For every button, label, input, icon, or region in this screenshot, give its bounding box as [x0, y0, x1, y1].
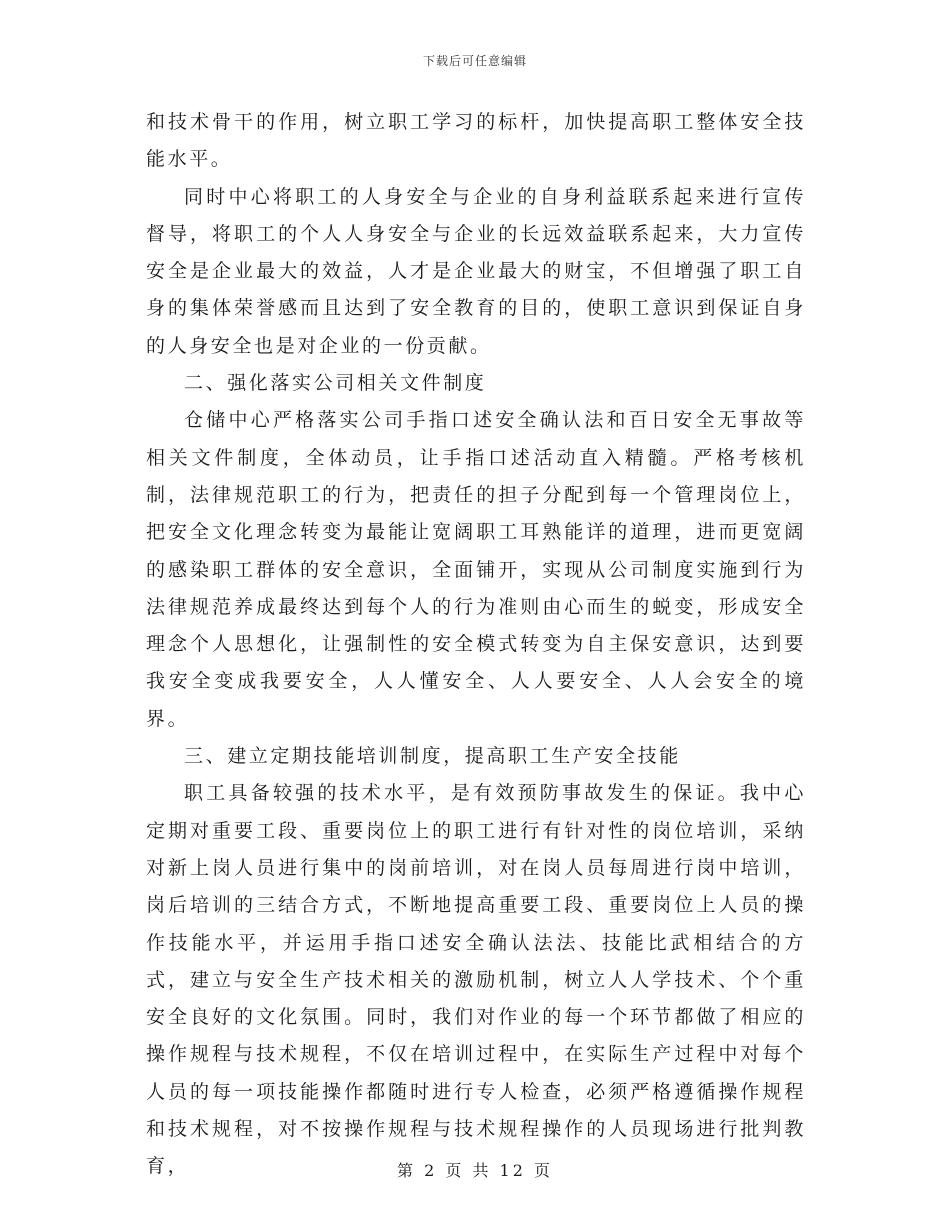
- paragraph-safety-publicity: 同时中心将职工的人身安全与企业的自身利益联系起来进行宣传督导，将职工的个人人身安全与企业的长远效益联系起来，大力宣传安全是企业最大的效益，人才是企业最大的财宝，不但增强了职工自身的集体荣誉感而且达到了安全教育的目的，使职工意识到保证自身的人身安全也是对企业的一份贡献。: [146, 185, 806, 357]
- paragraph-continuation: 和技术骨干的作用，树立职工学习的标杆，加快提高职工整体安全技能水平。: [146, 111, 806, 171]
- page-number: 第 2 页 共 12 页: [397, 1161, 553, 1180]
- section-heading-2: 二、强化落实公司相关文件制度: [184, 372, 487, 395]
- paragraph-policy-implementation: 仓储中心严格落实公司手指口述安全确认法和百日安全无事故等相关文件制度，全体动员，让手指口述活动直入精髓。严格考核机制，法律规范职工的行为，把责任的担子分配到每一个管理岗位上，把安全文化理念转变为最能让宽阔职工耳熟能详的道理，进而更宽阔的感染职工群体的安全意识，全面铺开，实现从公司制度实施到行为法律规范养成最终达到每个人的行为准则由心而生的蜕变，形成安全理念个人思想化，让强制性的安全模式转变为自主保安意识，达到要我安全变成我要安全，人人懂安全、人人要安全、人人会安全的境界。: [146, 409, 806, 730]
- paragraph-skill-training: 职工具备较强的技术水平，是有效预防事故发生的保证。我中心定期对重要工段、重要岗位上的职工进行有针对性的岗位培训，采纳对新上岗人员进行集中的岗前培训，对在岗人员每周进行岗中培训，岗后培训的三结合方式，不断地提高重要工段、重要岗位上人员的操作技能水平，并运用手指口述安全确认法法、技能比武相结合的方式，建立与安全生产技术相关的激励机制，树立人人学技术、个个重安全良好的文化氛围。同时，我们对作业的每一个环节都做了相应的操作规程与技术规程，不仅在培训过程中，在实际生产过程中对每个人员的每一项技能操作都随时进行专人检查，必须严格遵循操作规程和技术规程，对不按操作规程与技术规程操作的人员现场进行批判教育，: [146, 782, 806, 1178]
- page-header-note: 下载后可任意编辑: [422, 54, 527, 68]
- document-body: [146, 104, 806, 1186]
- section-heading-3: 三、建立定期技能培训制度，提高职工生产安全技能: [184, 745, 681, 768]
